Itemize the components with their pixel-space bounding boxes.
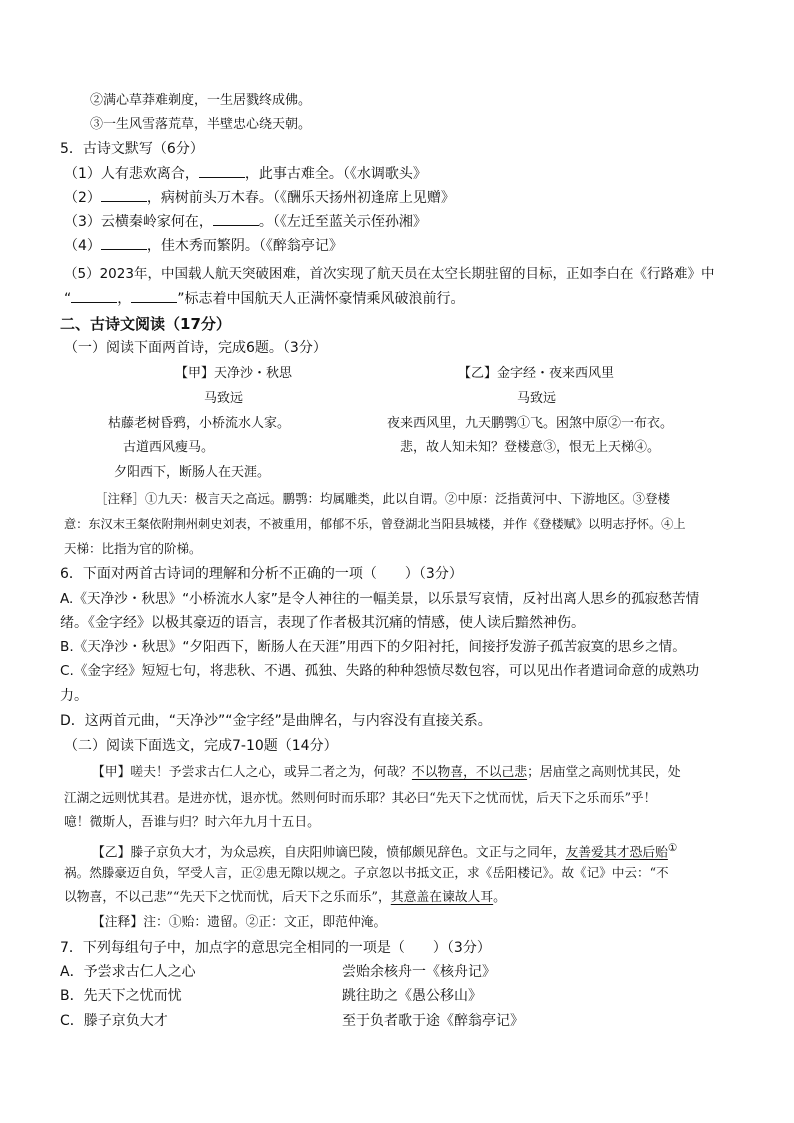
q7-option-b-left: B．先天下之忧而忧: [60, 988, 182, 1004]
underlined-phrase: 友善爱其才恐后贻: [565, 845, 668, 861]
answer-blank[interactable]: [213, 211, 259, 226]
q5-item-1: [64, 163, 427, 184]
q4-option-3: ③一生风雪落荒草，半壁忠心绕天朝。: [90, 117, 312, 132]
q5-item-5-comma: ，: [117, 291, 132, 307]
answer-blank[interactable]: [101, 235, 147, 250]
q5-item-2-text-b: ，病树前头万木春。（《酬乐天扬州初逢席上见赠》: [146, 190, 455, 206]
passage-b-line-1: [92, 838, 677, 863]
q5-item-5-quote-open: “: [64, 291, 72, 307]
q7-option-b-right: 跳往助之《愚公移山》: [342, 988, 482, 1004]
q5-item-5-line-1: （5）2023年，中国载人航天突破困难，首次实现了航天员在太空长期驻留的目标，正如李白在《行路难》中: [64, 266, 715, 282]
part-1-title: （一）阅读下面两首诗，完成6题。（3分）: [64, 340, 327, 356]
section-2-title: 二、古诗文阅读（17分）: [60, 315, 231, 333]
poem-b-line-2: 悲，故人知未知？登楼意③，恨无上天梯④。: [400, 440, 661, 455]
poem-a-line-3: 夕阳西下，断肠人在天涯。: [114, 465, 271, 480]
passage-a-text-a: 【甲】嗟夫！予尝求古仁人之心，或异二者之为，何哉？: [92, 765, 412, 780]
q5-item-3: [64, 211, 427, 232]
part-2-title: （二）阅读下面选文，完成7-10题（14分）: [64, 738, 338, 754]
passage-note: 【注释】注：①贻：遗留。②正：文正，即范仲淹。: [92, 915, 387, 930]
passage-a-line-3: 噫！微斯人，吾谁与归？时六年九月十五日。: [64, 815, 320, 830]
q6-option-b: B.《天净沙・秋思》“夕阳西下，断肠人在天涯”用西下的夕阳衬托，间接抒发游子孤苦寂寞的思乡之情。: [60, 639, 686, 655]
q5-item-2: [64, 187, 455, 208]
q5-item-1-text-b: ，此事古难全。（《水调歌头》: [244, 166, 427, 182]
poem-a-title: 【甲】天净沙・秋思: [175, 366, 293, 381]
q7-option-a-left: A．予尝求古仁人之心: [60, 964, 196, 980]
passage-b-line-2: 祸。然滕豪迈自负，罕受人言，正②患无隙以规之。子京忽以书抵文正，求《岳阳楼记》。故《记》中云：“不: [64, 865, 669, 880]
q7-option-c-right: 至于负者歌于途《醉翁亭记》: [342, 1013, 524, 1029]
poem-a-line-2: 古道西风瘦马。: [123, 440, 215, 455]
q6-option-c-line-2: 力。: [60, 688, 88, 704]
q7-option-c-left: C．滕子京负大才: [60, 1013, 168, 1029]
q5-item-1-text-a: （1）人有悲欢离合，: [64, 166, 199, 182]
answer-blank[interactable]: [101, 187, 147, 202]
q5-item-5-line-2: [64, 288, 465, 309]
poem-notes-line-3: 天梯：比指为官的阶梯。: [64, 541, 202, 556]
answer-blank[interactable]: [131, 288, 177, 303]
q6-option-d: D．这两首元曲，“天净沙”“金字经”是曲牌名，与内容没有直接关系。: [60, 713, 492, 729]
passage-a-line-1: [92, 763, 681, 783]
poem-b-title: 【乙】金字经・夜来西风里: [458, 366, 615, 381]
q7-option-a-right: 尝贻余核舟一《核舟记》: [342, 964, 496, 980]
q5-item-4: [64, 235, 343, 256]
answer-blank[interactable]: [71, 288, 117, 303]
passage-a-text-b: ；居庙堂之高则忧其民，处: [527, 765, 681, 780]
underlined-phrase: 不以物喜，不以己悲: [411, 765, 528, 780]
poem-notes-line-2: 意：东汉末王粲依附荆州刺史刘表，不被重用，郁郁不乐，曾登湖北当阳县城楼，并作《登楼赋》以明志抒怀。④上: [64, 517, 686, 531]
q5-item-3-text-b: 。（《左迁至蓝关示侄孙湘》: [258, 214, 427, 230]
q5-title: 5．古诗文默写（6分）: [60, 141, 204, 157]
q6-option-a-line-1: A.《天净沙・秋思》“小桥流水人家”是令人神往的一幅美景，以乐景写哀情，反衬出离人思乡的孤寂愁苦情: [60, 591, 700, 607]
q5-item-3-text-a: （3）云横秦岭家何在，: [64, 214, 213, 230]
q6-option-a-line-2: 绪。《金字经》以极其豪迈的语言，表现了作者极其沉痛的情感，使人读后黯然神伤。: [60, 615, 585, 631]
q6-option-c-line-1: C.《金字经》短短七句，将悲秋、不遇、孤独、失路的种种怨愤尽数包容，可以见出作者遣词命意的成熟功: [60, 663, 700, 679]
passage-b-text-a: 以物喜，不以己悲”“先天下之忧而忧，后天下之乐而乐”，: [64, 890, 391, 905]
passage-a-line-2: 江湖之远则忧其君。是进亦忧，退亦忧。然则何时而乐耶？其必曰“先天下之忧而忧，后天下之乐而乐”乎！: [64, 790, 657, 805]
q5-item-4-text-b: ，佳木秀而繁阴。（《醉翁亭记》: [146, 238, 343, 254]
q6-stem: 6．下面对两首古诗词的理解和分析不正确的一项（ ）（3分）: [60, 566, 463, 582]
q7-stem: 7．下列每组句子中，加点字的意思完全相同的一项是（ ）（3分）: [60, 940, 491, 956]
poem-a-line-1: 枯藤老树昏鸦，小桥流水人家。: [108, 416, 291, 431]
poem-b-line-1: 夜来西风里，九天鹏鹗①飞。困煞中原②一布衣。: [387, 416, 674, 431]
poem-a-author: 马致远: [204, 391, 244, 406]
passage-b-text-a: 【乙】滕子京负大才，为众忌疾，自庆阳帅谪巴陵，愤郁颇见辞色。文正与之同年，: [92, 845, 566, 861]
poem-b-author: 马致远: [517, 391, 557, 406]
q4-option-2: ②满心草莽难剃度，一生居戮终成佛。: [90, 93, 312, 108]
passage-b-line-3: [64, 888, 506, 908]
q5-item-2-text-a: （2）: [64, 190, 101, 206]
answer-blank[interactable]: [199, 163, 245, 178]
passage-b-text-b: 。: [493, 890, 506, 905]
footnote-marker: ①: [667, 841, 678, 854]
underlined-phrase: 其意盖在谏故人耳: [390, 890, 494, 905]
q5-item-5-text-tail: ”标志着中国航天人正满怀豪情乘风破浪前行。: [177, 291, 465, 307]
q5-item-4-text-a: （4）: [64, 238, 101, 254]
poem-notes-line-1: ［注释］①九天：极言天之高远。鹏鹗：均属雕类，此以自谓。②中原：泛指黄河中、下游地区。③登楼: [95, 491, 671, 506]
